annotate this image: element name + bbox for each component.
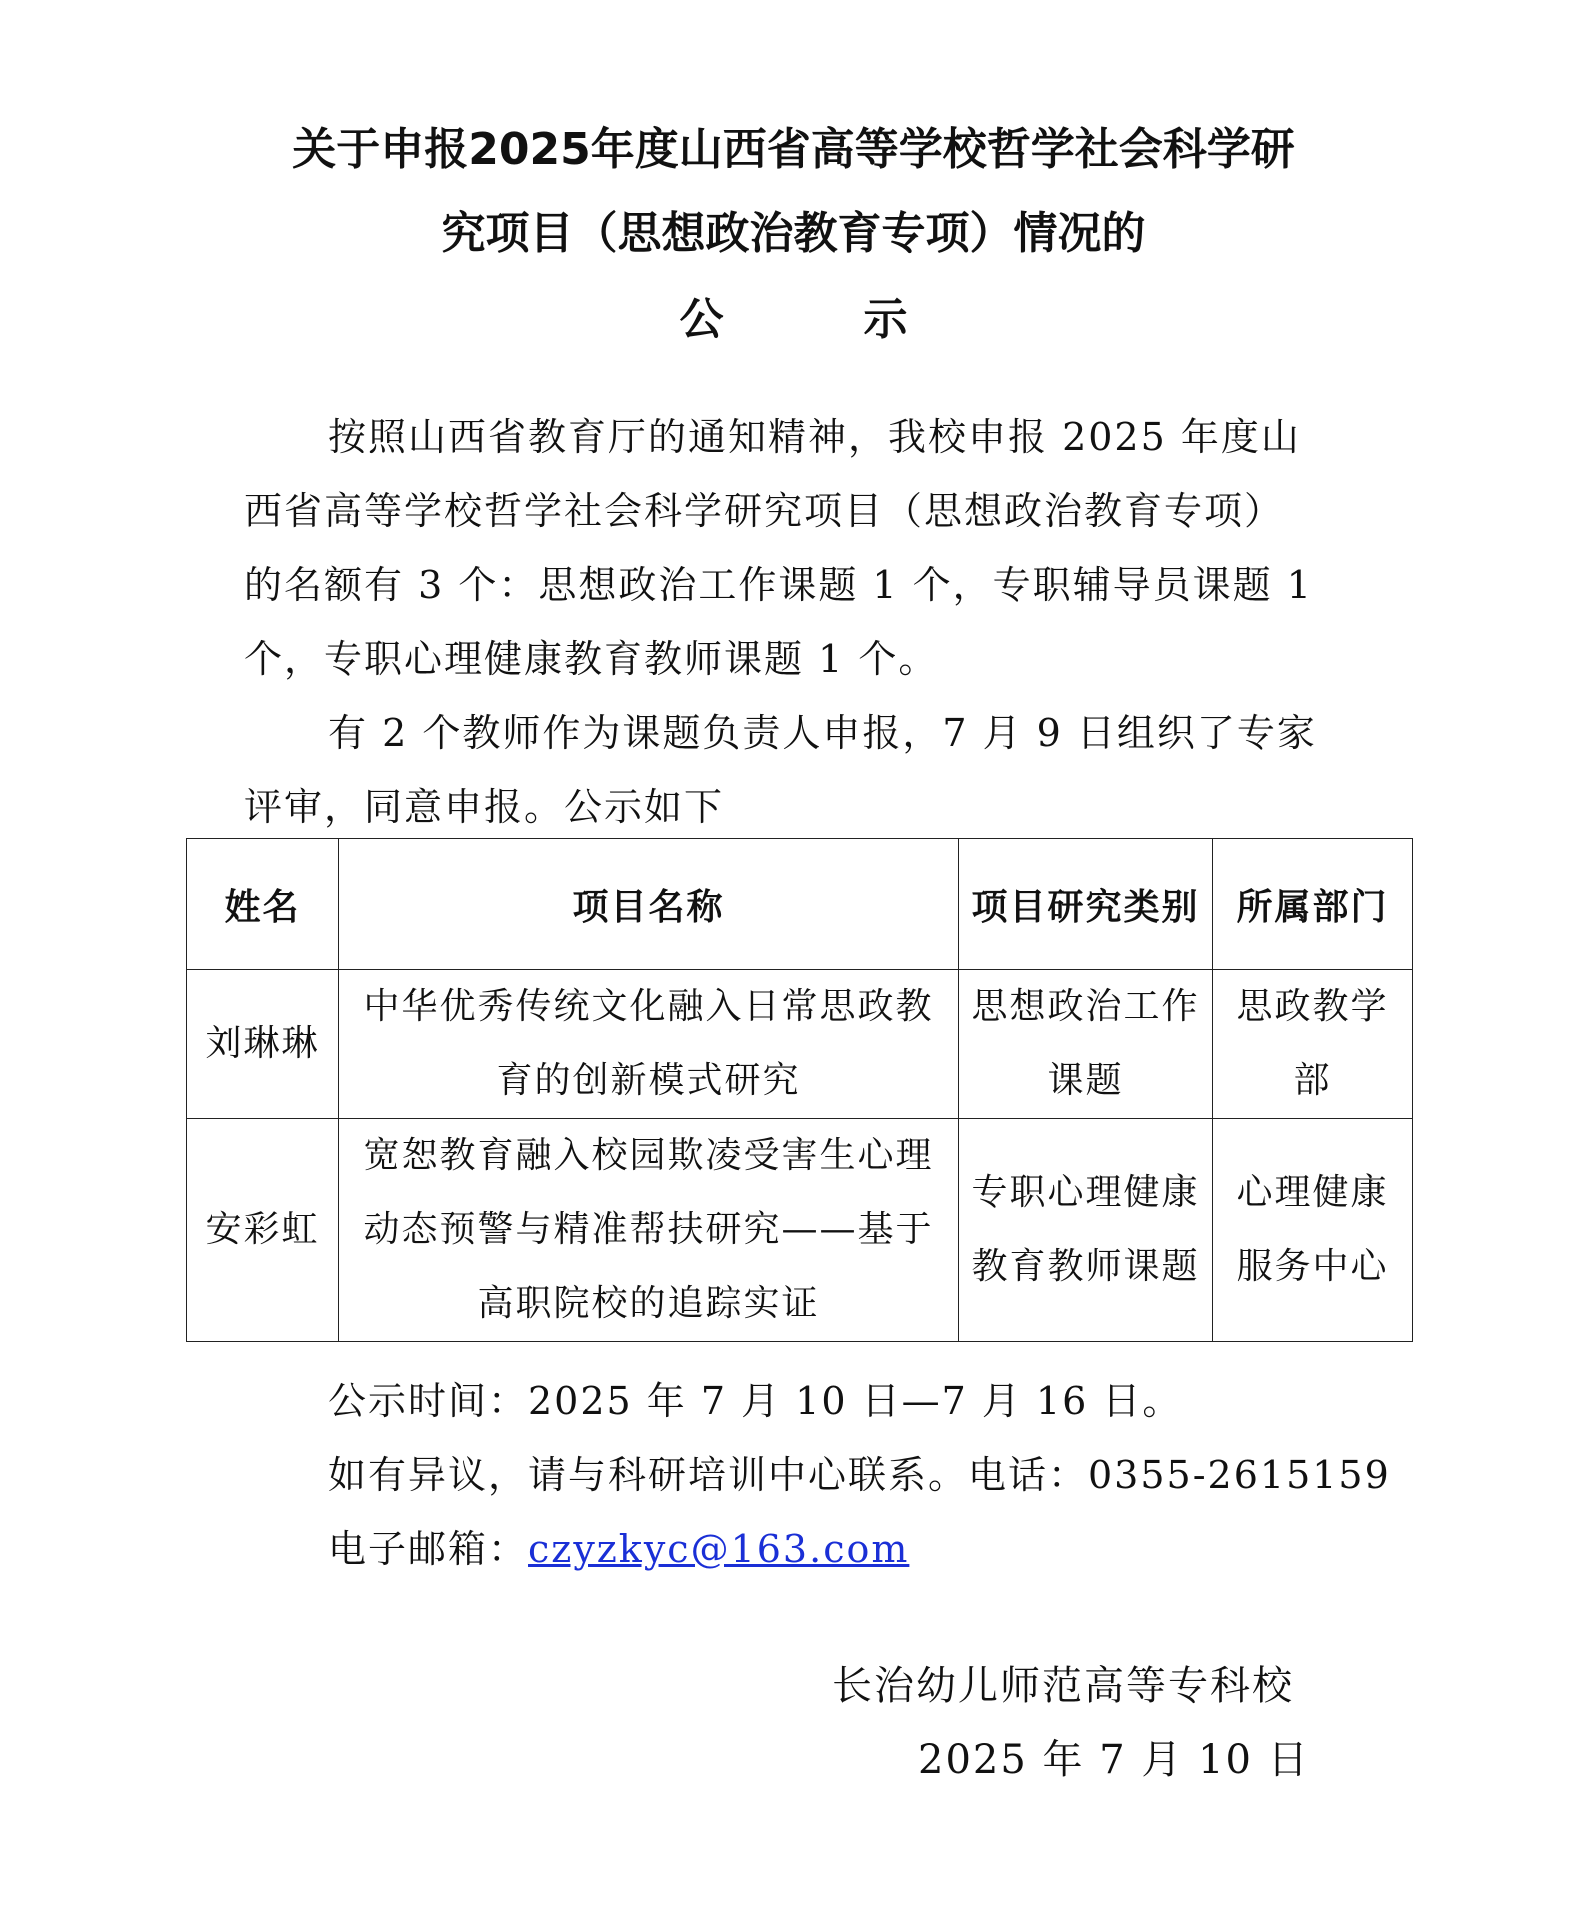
cell-category-line: 课题: [1047, 1060, 1124, 1101]
table-row: [187, 970, 1413, 1119]
email-link[interactable]: czyzkyc@163.com: [528, 1527, 910, 1571]
cell-department-line: 服务中心: [1236, 1246, 1389, 1287]
cell-project: [339, 970, 959, 1119]
cell-department: [1213, 970, 1413, 1119]
paragraph1-line1: 按照山西省教育厅的通知精神，我校申报 2025 年度山: [328, 415, 1301, 459]
cell-category-line: 专职心理健康: [971, 1172, 1200, 1213]
cell-project-line: 中华优秀传统文化融入日常思政教: [363, 986, 934, 1027]
cell-category: [959, 970, 1213, 1119]
cell-category: [959, 1119, 1213, 1342]
cell-category-line: 教育教师课题: [971, 1246, 1200, 1287]
notice-title-line2: 究项目（思想政治教育专项）情况的: [441, 208, 1146, 259]
signature-date: 2025 年 7 月 10 日: [918, 1737, 1310, 1783]
contact-info: 如有异议，请与科研培训中心联系。电话：0355-2615159: [328, 1453, 1391, 1497]
cell-department-line: 部: [1293, 1060, 1332, 1101]
cell-project: [339, 1119, 959, 1342]
paragraph2-line2: 评审，同意申报。公示如下: [244, 785, 725, 829]
paragraph1-line2: 西省高等学校哲学社会科学研究项目（思想政治教育专项）: [244, 489, 1285, 533]
cell-category-line: 思想政治工作: [971, 986, 1200, 1027]
cell-department-line: 心理健康: [1236, 1172, 1389, 1213]
header-department: 所属部门: [1213, 839, 1413, 970]
signature-organization: 长治幼儿师范高等专科校: [832, 1663, 1294, 1709]
cell-project-line: 高职院校的追踪实证: [477, 1283, 820, 1324]
paragraph2-line1: 有 2 个教师作为课题负责人申报，7 月 9 日组织了专家: [328, 711, 1317, 755]
cell-department-line: 思政教学: [1236, 986, 1389, 1027]
table-header-row: [187, 839, 1413, 970]
cell-name: 安彩虹: [187, 1119, 339, 1342]
table-row: [187, 1119, 1413, 1342]
cell-project-line: 宽恕教育融入校园欺凌受害生心理: [363, 1135, 934, 1176]
header-project: 项目名称: [339, 839, 959, 970]
project-table: [186, 838, 1413, 1342]
paragraph1-line3: 的名额有 3 个：思想政治工作课题 1 个，专职辅导员课题 1: [244, 563, 1313, 607]
email-label: 电子邮箱：: [328, 1527, 529, 1571]
cell-department: [1213, 1119, 1413, 1342]
email-line: [328, 1527, 1428, 1571]
notice-period: 公示时间：2025 年 7 月 10 日—7 月 16 日。: [328, 1379, 1183, 1423]
header-category: 项目研究类别: [959, 839, 1213, 970]
notice-title-line3: 公示: [679, 294, 1048, 345]
cell-name: 刘琳琳: [187, 970, 339, 1119]
notice-title-line1: 关于申报2025年度山西省高等学校哲学社会科学研: [292, 124, 1295, 175]
paragraph1-line4: 个，专职心理健康教育教师课题 1 个。: [244, 637, 939, 681]
cell-project-line: 育的创新模式研究: [496, 1060, 801, 1101]
header-name: 姓名: [187, 839, 339, 970]
cell-project-line: 动态预警与精准帮扶研究——基于: [363, 1209, 934, 1250]
